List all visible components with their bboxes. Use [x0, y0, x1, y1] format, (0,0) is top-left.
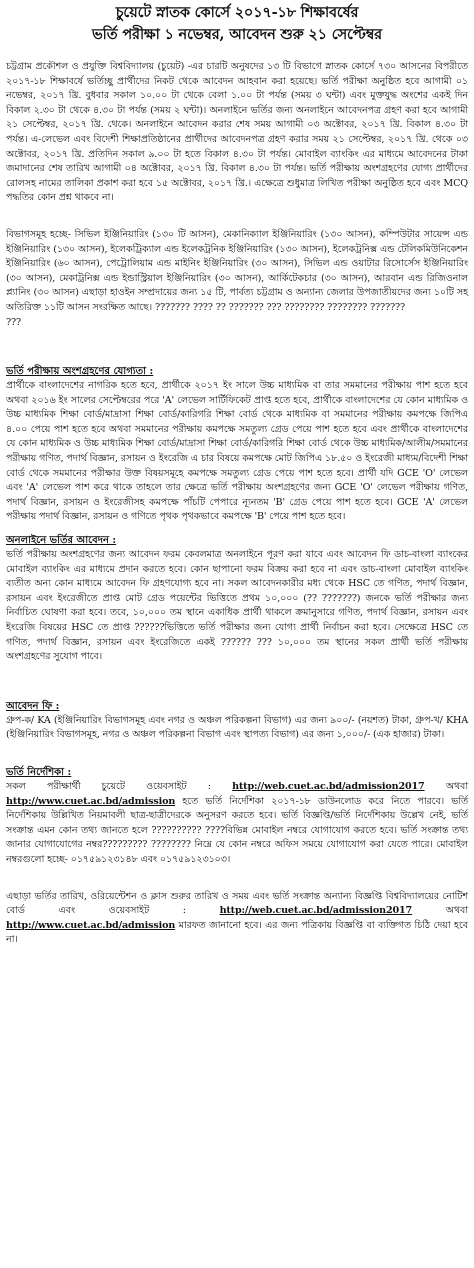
guide-paragraph	[6, 780, 468, 868]
eligibility-heading: ভর্তি পরীক্ষায় অংশগ্রহণের যোগ্যতা :	[6, 366, 154, 378]
online-paragraph: ভর্তি পরীক্ষায় অংশগ্রহণের জন্য আবেদন ফরম কেবলমাত্র অনলাইনে পূরণ করা যাবে এবং আবেদন ফি ডাচ-বাংলা ব্যাংকের মোবাইল ব্যাংকিং এর মাধ্যমে প্রদান করতে হবে। কোন ছাপানো ফরম বিক্রয় করা হবে না এবং ডাচ-বাংলা মোবাইল ব্যাংকিং ব্যতীত অন্য কোন মাধ্যমে আবেদন ফি গ্রহণযোগ্য হবে না। সকল আবেদনকারীর মধ্য থেকে HSC তে গণিত, পদার্থ বিজ্ঞান, রসায়ন এবং ইংরেজীতে প্রাপ্ত মোট গ্রেড পয়েন্টের ভিত্তিতে প্রথম ১০,০০০ (?? ???????) জনকে ভর্তি পরীক্ষার জন্য নির্বাচিত ঘোষণা করা হবে। তবে, ১০,০০০ তম স্থানে একাধিক প্রার্থী থাকলে ক্রমানুসারে গণিত, পদার্থ বিজ্ঞান, রসায়ন এবং ইংরেজি বিষয়ের HSC তে প্রাপ্ত ??????ভিত্তিতে ভর্তি পরীক্ষার জন্য যোগ্য প্রার্থী নির্বাচন করা হবে। সেক্ষেত্রে HSC তে গণিত, পদার্থ বিজ্ঞান, রসায়ন এবং ইংরেজিতে একই ?????? ??? ১০,০০০ তম স্থানের সকল প্রার্থী ভর্তি পরীক্ষায় অংশগ্রহণের সুযোগ পাবে।	[6, 549, 468, 663]
departments-tail: ???	[6, 316, 21, 328]
departments-paragraph: বিভাগসমূহ হচ্ছে- সিভিল ইঞ্জিনিয়ারিং (১৩০ টি আসন), মেকানিক্যাল ইঞ্জিনিয়ারিং (১৩০ আসন), কম্পিউটার সায়েন্স এন্ড ইঞ্জিনিয়ারিং (১৩০ আসন), ইলেকট্রিক্যাল এন্ড ইলেকট্রনিক ইঞ্জিনিয়ারিং (১৩০ আসন), ইলেকট্রনিক্স এন্ড টেলিকমিউনিকেশন ইঞ্জিনিয়ারিং (৬০ আসন), পেট্রোলিয়াম এন্ড মাইনিং ইঞ্জিনিয়ারিং (৩০ আসন), সিভিল এন্ড ওয়াটার রিসোর্সেস ইঞ্জিনিয়ারিং (৩০ আসন), মেকাট্রনিক্স এন্ড ইন্ডাস্ট্রিয়াল ইঞ্জিনিয়ারিং (৩০ আসন), আর্কিটেকচার (৩০ আসন), আরবান এন্ড রিজিওনাল প্ল্যানিং (৩০ আসন) এছাড়া হাওইন সম্প্রদায়ের জন্য ১৫ টি, পার্বত্য চট্টগ্রাম ও অন্যান্য জেলার উপজাতীয়দের জন্য ১০টি সহ অতিরিক্ত ১১টি আসন সংরক্ষিত আছে। ??????? ???? ?? ??????? ??? ???????? ???????? ???????	[6, 228, 468, 313]
fee-heading: আবেদন ফি :	[6, 700, 60, 712]
guide-text-2: অথবা	[424, 780, 469, 792]
fee-paragraph: গ্রুপ-ক/ KA (ইঞ্জিনিয়ারিং বিভাগসমূহ এবং নগর ও অঞ্চল পরিকল্পনা বিভাগ) এর জন্য ৯০০/- (নয়শত) টাকা, গ্রুপ-খ/ KHA (ইঞ্জিনিয়ারিং বিভাগসমূহ, নগর ও অঞ্চল পরিকল্পনা বিভাগ এবং স্থাপত্য বিভাগ) এর জন্য ১,০০০/- (এক হাজার) টাকা।	[6, 714, 468, 741]
guide-heading: ভর্তি নির্দেশিকা :	[6, 766, 72, 778]
footer-paragraph	[6, 890, 468, 948]
eligibility-paragraph: প্রার্থীকে বাংলাদেশের নাগরিক হতে হবে, প্রার্থীকে ২০১৭ ইং সালে উচ্চ মাধ্যমিক বা তার সমমানের পরীক্ষায় পাশ হতে হবে অথবা ২০১৬ ইং সালের সেপ্টেম্বরের পরে 'A' লেভেল সার্টিফিকেট প্রাপ্ত হতে হবে, প্রার্থীকে বাংলাদেশের যে কোন মাধ্যমিক ও উচ্চ মাধ্যমিক শিক্ষা বোর্ড/মাদ্রাসা শিক্ষা বোর্ড/কারিগরি শিক্ষা বোর্ড থেকে মাধ্যমিক বা সমমানের পরীক্ষায় কমপক্ষে জিপিএ ৪.০০ পেয়ে পাশ হতে হবে অথবা সমমানের পরীক্ষায় কমপক্ষে সমতুল্য গ্রেড পেয়ে পাশ হতে হবে এবং প্রার্থীকে বাংলাদেশের যে কোন মাধ্যমিক ও উচ্চ মাধ্যমিক শিক্ষা বোর্ড/মাদ্রাসা শিক্ষা বোর্ড/কারিগরি শিক্ষা বোর্ড থেকে উচ্চ মাধ্যমিক/আলীম/সমমানের পরীক্ষায় গণিত, পদার্থ বিজ্ঞান, রসায়ন ও ইংরেজি এ চার বিষয়ে কমপক্ষে মোট জিপিএ ১৮.৫০ ও ইংরেজী মাধ্যম/বিদেশী শিক্ষা বোর্ড থেকে সমমানের পরীক্ষার উক্ত বিষয়সমূহে কমপক্ষে সমতুল্য গ্রেড পেয়ে পাশ হতে হবে। প্রার্থী যদি GCE 'O' লেভেল এবং 'A' লেভেল পাশ করে থাকে তাহলে তার ক্ষেত্রে ভর্তি পরীক্ষায় অংশগ্রহণের জন্য GCE 'O' লেভেল পরীক্ষায় গণিত, পদার্থ বিজ্ঞান, রসায়ন ও ইংরেজীসহ কমপক্ষে পাঁচটি পেপারে ন্যূনতম 'B' গ্রেড পেয়ে পাশ হতে হবে। GCE 'A' লেভেল পরীক্ষায় পদার্থ বিজ্ঞান, রসায়ন ও গণিতে পৃথক পৃথকভাবে কমপক্ষে 'B' পেয়ে পাশ হতে হবে।	[6, 380, 468, 523]
headline-line-1: চুয়েটে স্নাতক কোর্সে ২০১৭-১৮ শিক্ষাবর্ষের	[115, 4, 359, 21]
footer-text-2: অথবা	[412, 905, 468, 917]
admission-link[interactable]: http://www.cuet.ac.bd/admission	[6, 795, 176, 807]
intro-paragraph: চট্টগ্রাম প্রকৌশল ও প্রযুক্তি বিশ্ববিদ্যালয় (চুয়েট) -এর চারটি অনুষদের ১৩ টি বিভাগে স্নাতক কোর্সে ৭৩০ আসনের বিপরীতে ২০১৭-১৮ শিক্ষাবর্ষে ভর্তিচ্ছু প্রার্থীদের নিকট থেকে আবেদন আহবান করা হয়েছে। ভর্তি পরীক্ষা অনুষ্ঠিত হবে আগামী ০১ নভেম্বর, ২০১৭ খ্রি. বুধবার সকাল ১০.০০ টা থেকে বেলা ১.০০ টা পর্যন্ত (সময় ৩ ঘন্টা) এবং মুক্তযুদ্ধ অংশের একই দিন বিকাল ২.৩০ টা থেকে ৪.৩০ টা পর্যন্ত (সময় ২ ঘন্টা)। অনলাইনে ভর্তির জন্য অনলাইনে আবেদনপত্র গ্রহণ করা হবে আগামী ২১ সেপ্টেম্বর, ২০১৭ খ্রি. থেকে। অনলাইনে আবেদন করার শেষ সময় আগামী ০৩ অক্টোবর, ২০১৭ খ্রি. বিকাল ৪.৩০ টা পর্যন্ত। এ-লেভেল এবং বিদেশী শিক্ষাপ্রতিষ্ঠানের প্রার্থীদের আবেদনপত্র গ্রহণ করার সময় ২১ সেপ্টেম্বর, ২০১৭ খ্রি. থেকে ০৩ অক্টোবর, ২০১৭ খ্রি. প্রতিদিন সকাল ৯.০০ টা হতে বিকাল ৪.৩০ টা পর্যন্ত। মোবাইল ব্যাংকিং এর মাধ্যমে আবেদনের টাকা জমাদানের শেষ তারিখ আগামী ০৪ অক্টোবর, ২০১৭ খ্রি. বিকাল ৪.৩০ টা পর্যন্ত। ভর্তি পরীক্ষায় অংশগ্রহণের যোগ্য প্রার্থীদের রোলসহ নামের তালিকা প্রকাশ করা হবে ১৫ অক্টোবর, ২০১৭ খ্রি.। এক্ষেত্রে শুধুমাত্র লিখিত পরীক্ষা অনুষ্ঠিত হবে এবং MCQ পদ্ধতির কোন প্রশ্ন থাকবে না।	[6, 61, 468, 204]
footer-text-3: মারফত জানানো হবে। এর জন্য পত্রিকায় বিজ্ঞপ্তি বা ব্যক্তিগত চিঠি দেয়া হবে না।	[6, 919, 468, 946]
guide-text-1: সকল পরীক্ষার্থী চুয়েটে ওয়েবসাইট :	[6, 780, 233, 792]
footer-admission-link[interactable]: http://www.cuet.ac.bd/admission	[6, 919, 176, 931]
headline-line-2: ভর্তি পরীক্ষা ১ নভেম্বর, আবেদন শুরু ২১ সেপ্টেম্বর	[92, 26, 382, 43]
footer-text-1: এছাড়া ভর্তির তারিখ, ওরিয়েন্টেশন ও ক্লাস শুরুর তারিখ ও সময় এবং ভর্তি সংক্রান্ত অন্যান্য বিজ্ঞপ্তি বিশ্ববিদ্যালয়ের নোটিশ বোর্ড এবং ওয়েবসাইট :	[6, 890, 468, 917]
guide-text-3: হতে ভর্তি নির্দেশিকা ২০১৭-১৮ ডাউনলোড করে নিতে পারবে। ভর্তি নির্দেশিকায় উল্লিখিত নিয়মাবলী ছাত্র-ছাত্রীদেরকে অনুসরণ করতে হবে। ভর্তি বিজ্ঞপ্তি/ভর্তি নির্দেশিকায় উল্লেখ নেই, ভর্তি সংক্রান্ত এমন কোন তথ্য জানতে হলে ?????????? ????বিভিন্ন মোবাইল নম্বরে যোগাযোগ করতে হবে। ভর্তি সংক্রান্ত তথ্য জানার যোগাযোগের নম্বর????????? ???????? নিম্নে যে কোন নম্বরে অফিস সময়ে যোগাযোগ করা যেতে পারে। মোবাইল নম্বরগুলো হচ্ছে- ০১৭৫৯১২৩১৪৮ এবং ০১৭৫৯১২৩১০৩।	[6, 795, 468, 865]
headline	[6, 2, 468, 46]
footer-admission2017-link[interactable]: http://web.cuet.ac.bd/admission2017	[219, 905, 413, 917]
admission2017-link[interactable]: http://web.cuet.ac.bd/admission2017	[232, 780, 425, 792]
online-heading: অনলাইনে ভর্তির আবেদন :	[6, 535, 117, 547]
